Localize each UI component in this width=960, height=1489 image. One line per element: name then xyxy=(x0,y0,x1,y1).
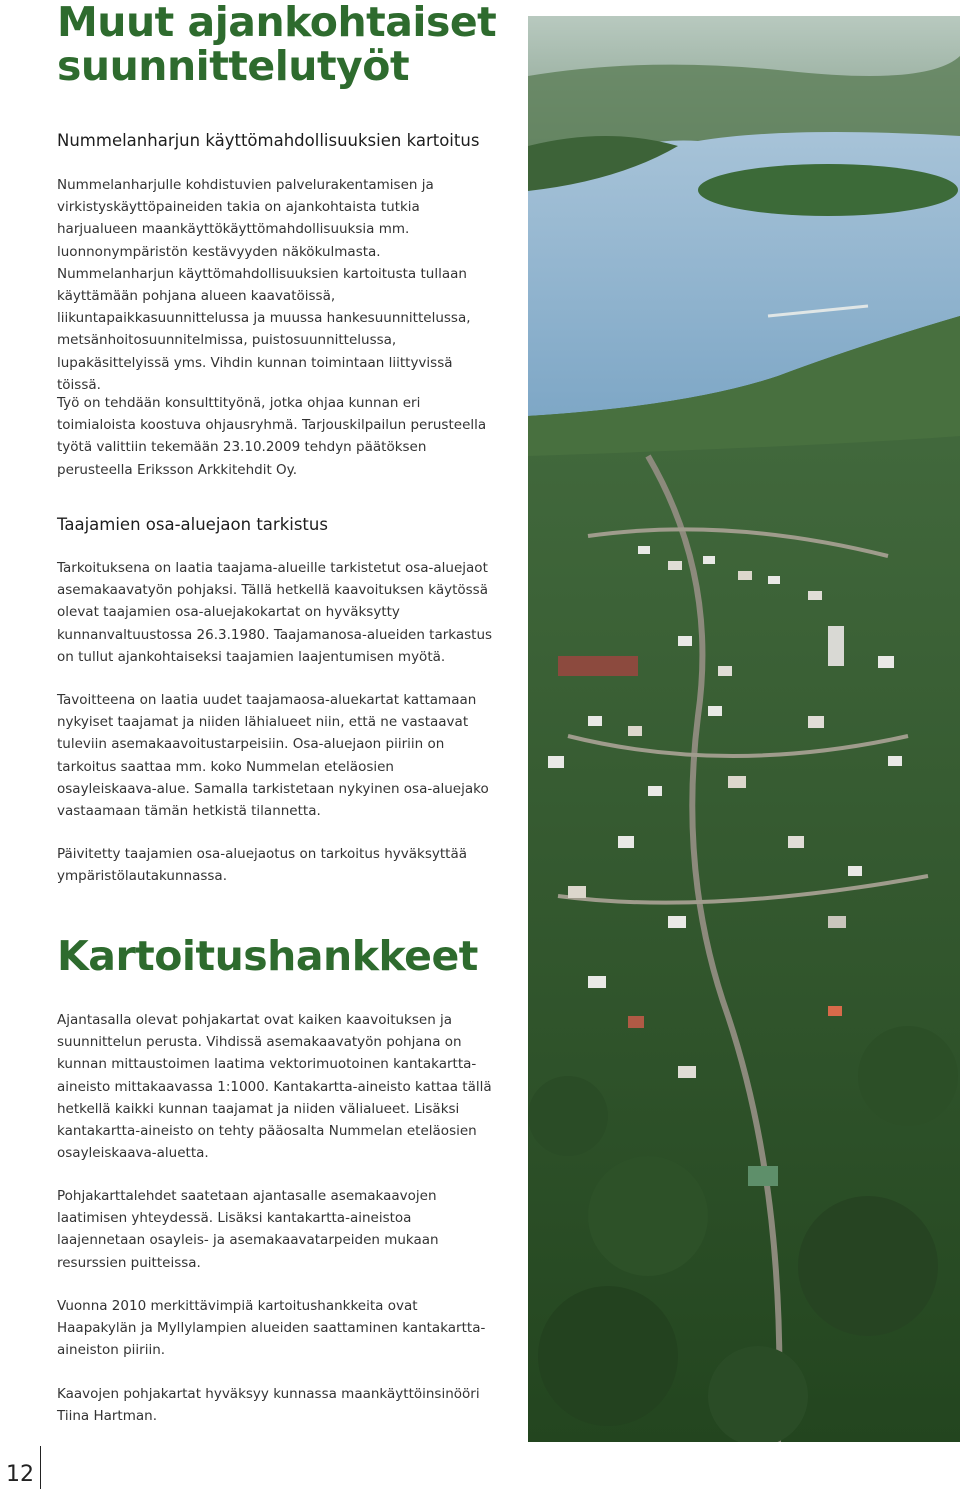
paragraph-harju-1: Nummelanharjulle kohdistuvien palvelurakentamisen ja virkistyskäyttöpaineiden takia on ajankohtaista tutkia harjualueen maankäyttökäyttömahdollisuuksia mm. luonnonympäristön kestävyyden näkökulmasta. Nummelanharjun käyttömahdollisuuksien kartoitusta tullaan käyttämään pohjana alueen kaavatöissä, liikuntapaikkasuunnittelussa ja muussa hankesuunnittelussa, metsänhoitosuunnitelmissa, puistosuunnittelussa, lupakäsittelyissä yms. Vihdin kunnan toimintaan liittyvissä töissä. xyxy=(57,177,471,393)
paragraph-kartoitus-2: Pohjakarttalehdet saatetaan ajantasalle asemakaavojen laatimisen yhteydessä. Lisäksi kantakartta-aineistoa laajennetaan osayleis- ja asemakaavatarpeiden mukaan resurssien puitteissa. xyxy=(57,1188,439,1271)
paragraph-kartoitus-4: Kaavojen pohjakartat hyväksyy kunnassa maankäyttöinsinööri Tiina Hartman. xyxy=(57,1386,480,1425)
aerial-photo xyxy=(528,16,960,1442)
section-title-kartoitushankkeet: Kartoitushankkeet xyxy=(57,932,478,980)
paragraph-osa-aluejako-2: Tavoitteena on laatia uudet taajamaosa-aluekartat kattamaan nykyiset taajamat ja niiden lähialueet niin, että ne vastaavat tuleviin asemakaavoitustarpeisiin. Osa-aluejaon piiriin on tarkoitus saattaa mm. koko Nummelan eteläosien osayleiskaava-alue. Samalla tarkistetaan nykyinen osa-aluejako vastaamaan tämän hetkistä tilannetta. xyxy=(57,692,489,820)
page-number-rule xyxy=(40,1446,41,1489)
paragraph-osa-aluejako-3: Päivitetty taajamien osa-aluejaotus on tarkoitus hyväksyttää ympäristölautakunnassa. xyxy=(57,846,467,885)
page-title: Muut ajankohtaiset suunnittelutyöt xyxy=(57,0,497,90)
aerial-photo-illustration xyxy=(528,16,960,1442)
paragraph-osa-aluejako-1: Tarkoituksena on laatia taajama-alueille tarkistetut osa-aluejaot asemakaavatyön pohjaksi. Tällä hetkellä kaavoituksen käytössä olevat taajamien osa-aluejakokartat on hyväksytty kunnanvaltuustossa 26.3.1980. Taajamanosa-alueiden tarkastus on tullut ajankohtaiseksi taajamien laajentumisen myötä. xyxy=(57,560,493,665)
paragraph-harju-2: Työ on tehdään konsulttityönä, jotka ohjaa kunnan eri toimialoista koostuva ohjausryhmä. Tarjouskilpailun perusteella työtä valittiin tekemään 23.10.2009 tehdyn päätöksen perusteella Eriksson Arkkitehdit Oy. xyxy=(57,395,487,478)
paragraph-kartoitus-1: Ajantasalla olevat pohjakartat ovat kaiken kaavoituksen ja suunnittelun perusta. Vihdissä asemakaavatyön pohjana on kunnan mittaustoimen laatima vektorimuotoinen kantakartta-aineisto mittakaavassa 1:1000. Kantakartta-aineisto kattaa tällä hetkellä kaikki kunnan taajamat ja niiden välialueet. Lisäksi kantakartta-aineisto on tehty pääosalta Nummelan eteläosien osayleiskaava-aluetta. xyxy=(57,1012,492,1162)
section-heading-harju: Nummelanharjun käyttömahdollisuuksien kartoitus xyxy=(57,131,480,150)
paragraph-kartoitus-3: Vuonna 2010 merkittävimpiä kartoitushankkeita ovat Haapakylän ja Myllylampien alueiden saattaminen kantakartta-aineiston piiriin. xyxy=(57,1298,486,1359)
page-number: 12 xyxy=(6,1462,34,1487)
section-heading-osa-aluejako: Taajamien osa-aluejaon tarkistus xyxy=(57,515,328,534)
